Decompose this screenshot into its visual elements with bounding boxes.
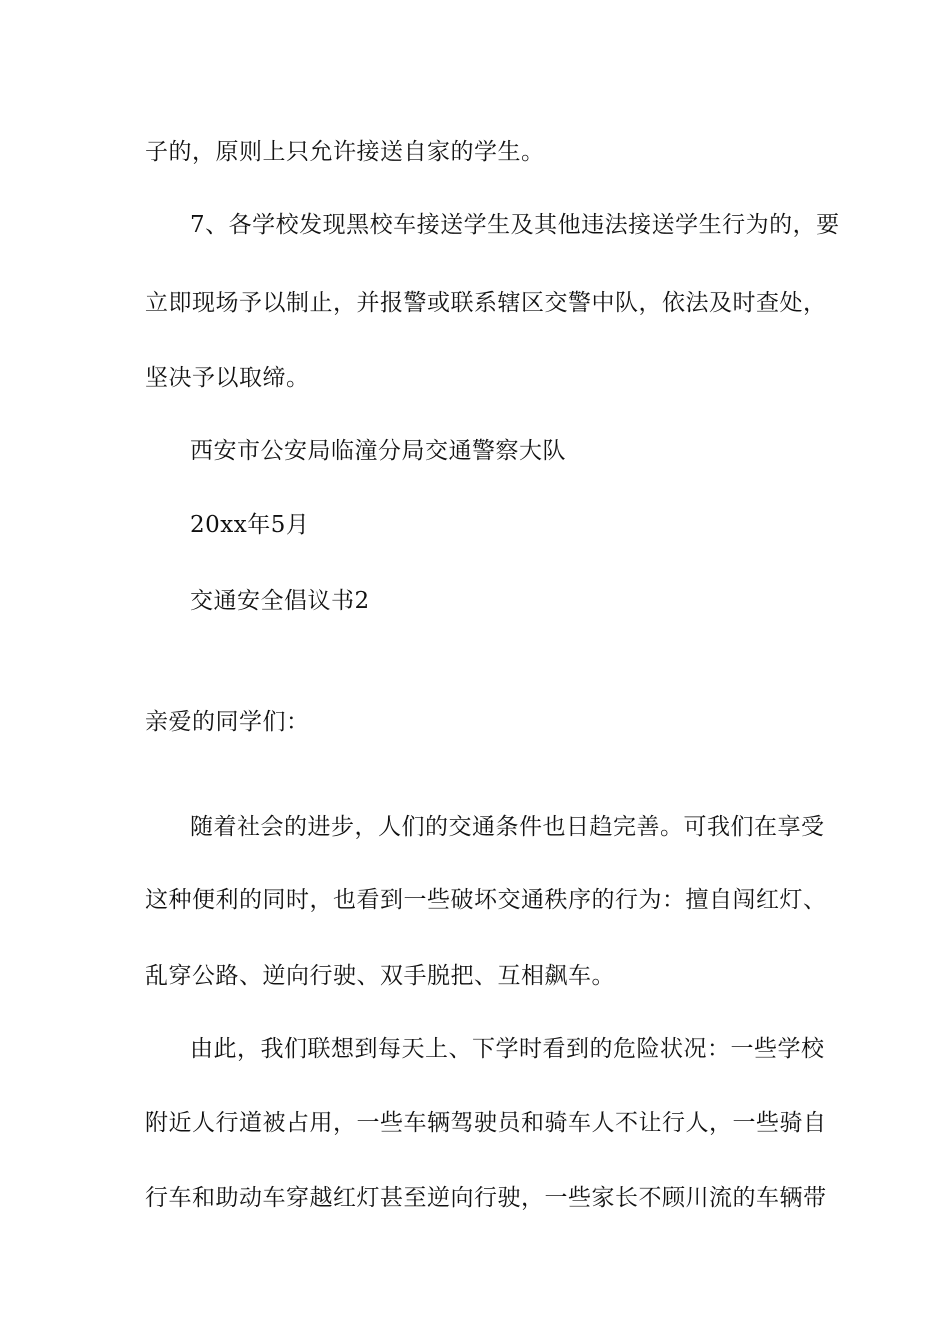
paragraph-line: 7、各学校发现黑校车接送学生及其他违法接送学生行为的，要 [190, 212, 840, 238]
signature-organization: 西安市公安局临潼分局交通警察大队 [190, 438, 566, 464]
paragraph-line: 坚决予以取缔。 [145, 365, 310, 391]
paragraph-line: 子的，原则上只允许接送自家的学生。 [145, 139, 545, 165]
paragraph-line: 行车和助动车穿越红灯甚至逆向行驶，一些家长不顾川流的车辆带 [145, 1185, 827, 1211]
paragraph-line: 乱穿公路、逆向行驶、双手脱把、互相飙车。 [145, 963, 615, 989]
paragraph-line: 这种便利的同时，也看到一些破坏交通秩序的行为：擅自闯红灯、 [145, 887, 827, 913]
paragraph-line: 随着社会的进步，人们的交通条件也日趋完善。可我们在享受 [190, 814, 825, 840]
section-title: 交通安全倡议书2 [190, 588, 370, 614]
salutation: 亲爱的同学们： [145, 709, 310, 735]
paragraph-line: 由此，我们联想到每天上、下学时看到的危险状况：一些学校 [190, 1036, 825, 1062]
paragraph-line: 附近人行道被占用，一些车辆驾驶员和骑车人不让行人，一些骑自 [145, 1110, 827, 1136]
signature-date: 20xx年5月 [190, 512, 310, 538]
paragraph-line: 立即现场予以制止，并报警或联系辖区交警中队，依法及时查处， [145, 290, 827, 316]
